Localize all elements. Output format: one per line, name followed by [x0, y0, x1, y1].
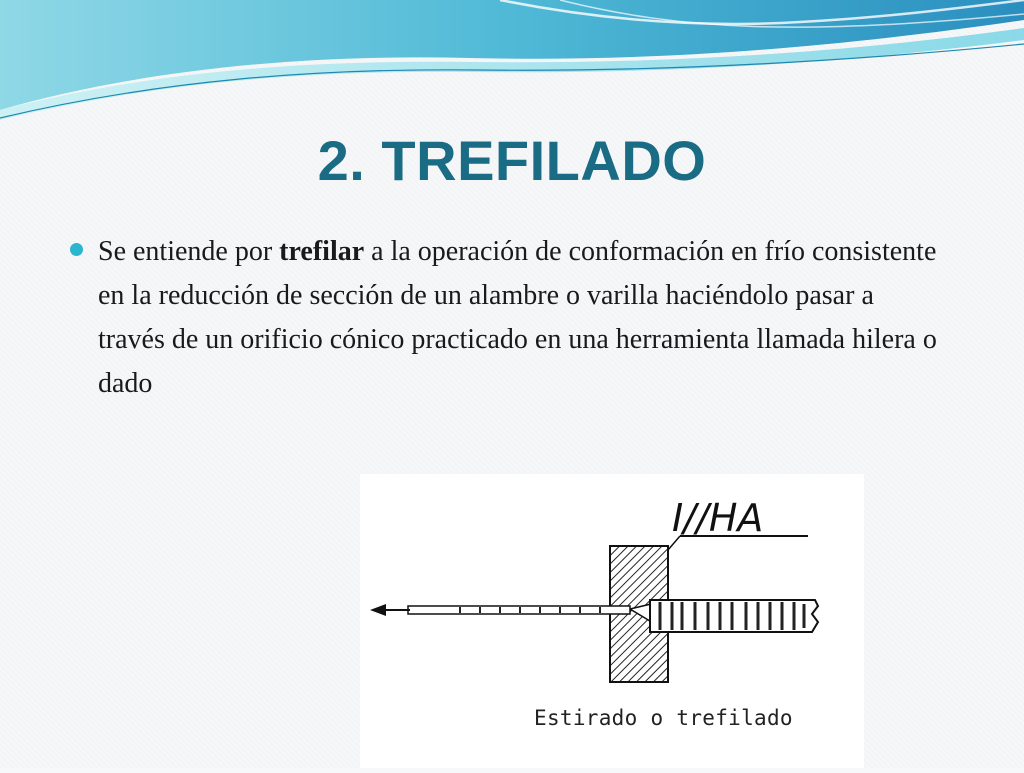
bullet-text-bold-term: trefilar [279, 236, 365, 267]
bullet-text-start: Se entiende por [98, 236, 280, 267]
bullet-dot-icon [70, 243, 83, 256]
bullet-text [98, 230, 944, 406]
bullet-text-rest: a la operación de conformación en frío consistente en la reducción de sección de un alambre o varilla haciéndolo pasar a través de un orificio cónico practicado en una herramienta llamada hilera o dado [98, 236, 937, 399]
header-wave-decoration [0, 0, 1024, 130]
slide-title: 2. TREFILADO [317, 129, 707, 192]
bullet-item [64, 230, 944, 406]
pull-direction-arrow [370, 604, 386, 616]
figure-label: I//HA [672, 496, 764, 540]
figure-caption: Estirado o trefilado [534, 706, 793, 730]
